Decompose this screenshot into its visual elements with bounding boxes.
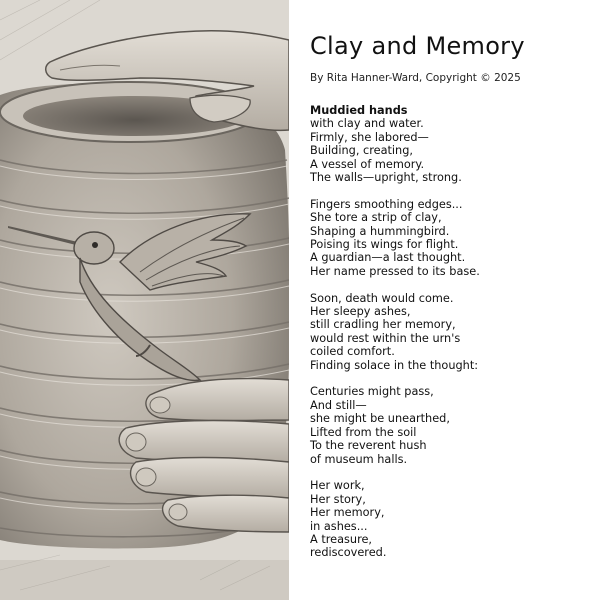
clay-urn-drawing [0, 0, 289, 600]
poem-line: Lifted from the soil [310, 425, 417, 439]
poem-line: A treasure, [310, 532, 373, 546]
poem-line: in ashes... [310, 519, 368, 533]
poem-line: of museum halls. [310, 452, 408, 466]
poem-line: Fingers smoothing edges... [310, 197, 463, 211]
poem-line: Her story, [310, 492, 366, 506]
stanza-3 [310, 292, 595, 372]
poem-line: Muddied hands [310, 104, 408, 117]
poem-line: She tore a strip of clay, [310, 211, 442, 225]
stanza-5 [310, 479, 595, 559]
stanza-4 [310, 385, 595, 465]
poem-line: A vessel of memory. [310, 157, 425, 171]
poem-line: Soon, death would come. [310, 291, 454, 305]
poem-line: coiled comfort. [310, 345, 395, 359]
poem-line: would rest within the urn's [310, 331, 461, 345]
poem-line: still cradling her memory, [310, 318, 456, 332]
poem-line: with clay and water. [310, 117, 424, 131]
poem-title: Clay and Memory [310, 32, 525, 60]
poem-line: Finding solace in the thought: [310, 358, 479, 372]
poem-line: Her memory, [310, 506, 385, 520]
poem-line: Poising its wings for flight. [310, 238, 459, 252]
poem-line: Shaping a hummingbird. [310, 224, 450, 238]
poem-line: Firmly, she labored— [310, 130, 429, 144]
pencil-illustration [0, 0, 289, 600]
poem-line: Centuries might pass, [310, 385, 434, 399]
poem-text-column [310, 30, 595, 573]
poem-line: And still— [310, 398, 367, 412]
poem-line: Her work, [310, 479, 365, 493]
poem-line: she might be unearthed, [310, 412, 450, 426]
poem-line: Her sleepy ashes, [310, 305, 411, 319]
poem-line: rediscovered. [310, 546, 387, 560]
stanza-2 [310, 198, 595, 278]
poem-line: The walls—upright, strong. [310, 171, 462, 185]
poem-line: A guardian—a last thought. [310, 251, 466, 265]
poem-line: To the reverent hush [310, 439, 427, 453]
poem-line: Her name pressed to its base. [310, 264, 480, 278]
stanza-1 [310, 104, 595, 184]
poem-byline: By Rita Hanner-Ward, Copyright © 2025 [310, 72, 521, 84]
poem-body [310, 104, 595, 560]
poem-line: Building, creating, [310, 144, 413, 158]
